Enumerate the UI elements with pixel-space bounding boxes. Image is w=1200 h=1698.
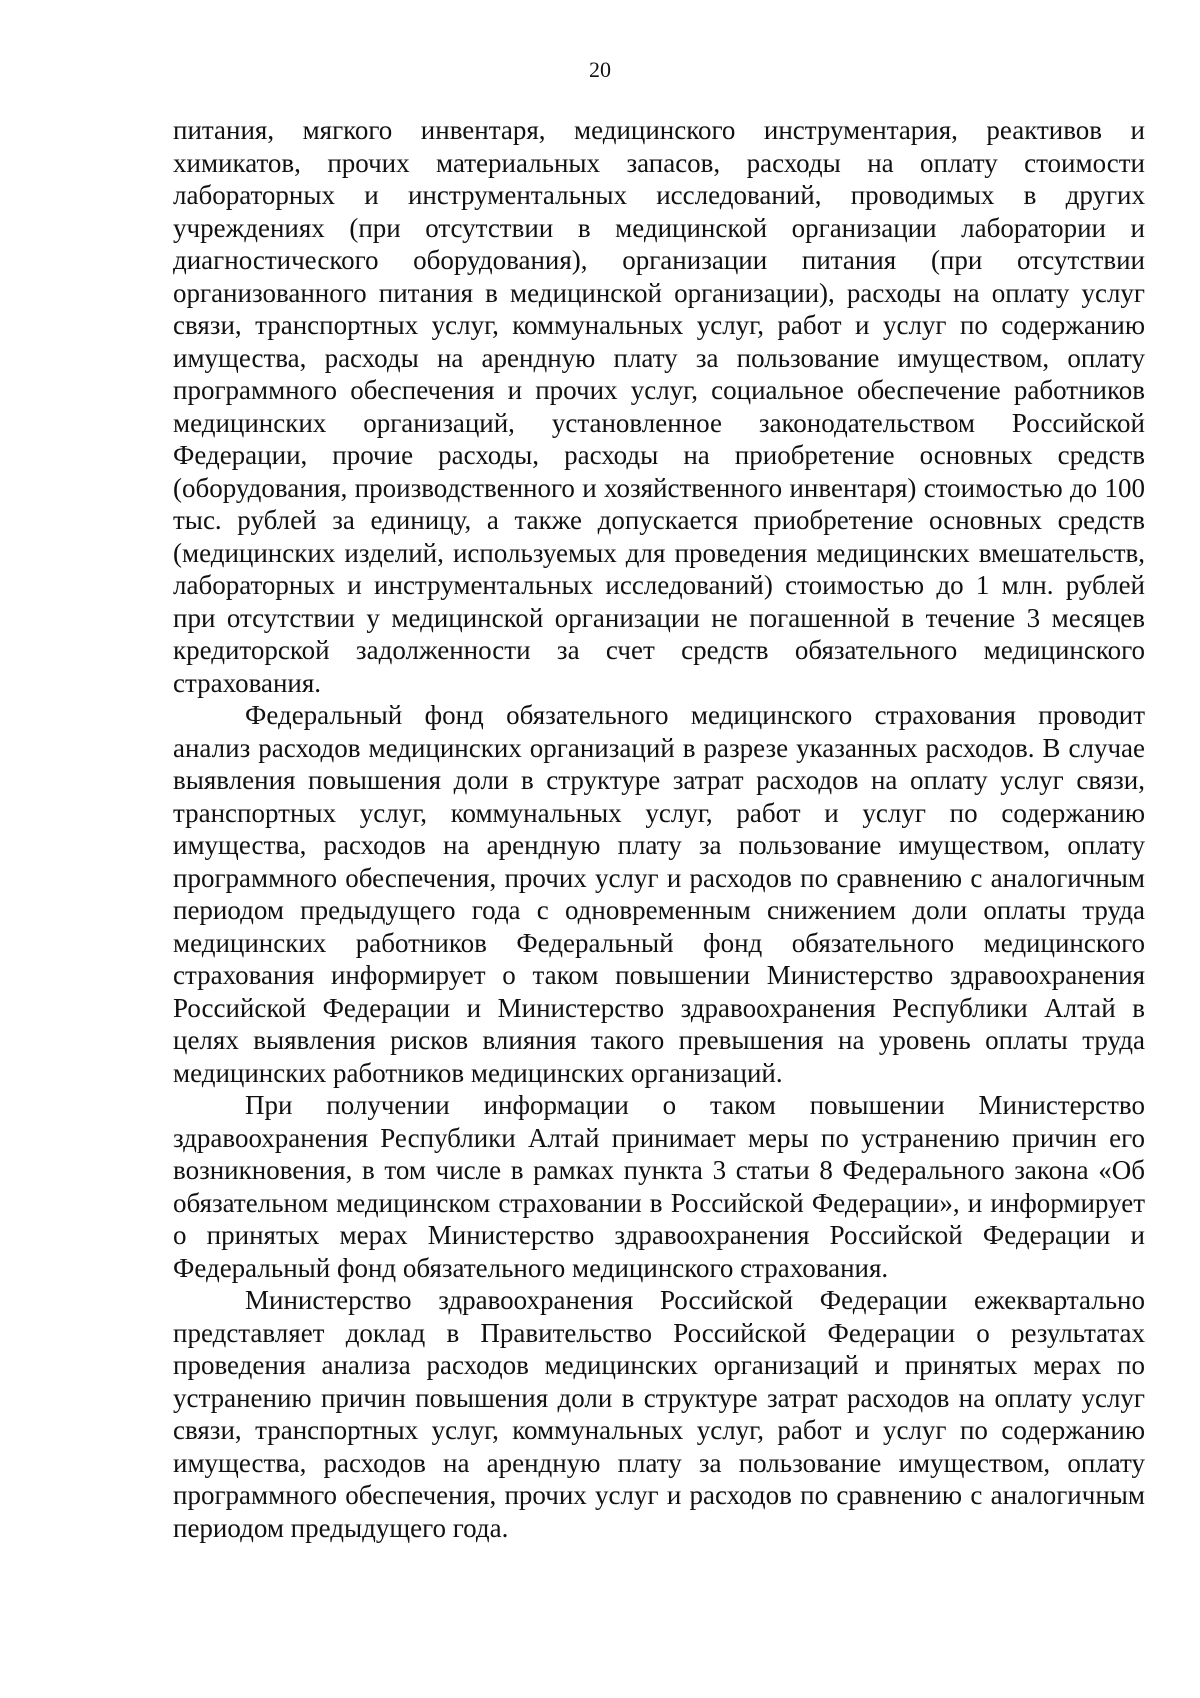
paragraph-1: питания, мягкого инвентаря, медицинского инструментария, реактивов и химикатов, прочих материальных запасов, расходы на оплату стоимости лабораторных и инструментальных исследований, проводимых в других учреждениях (при отсутствии в медицинской организации лаборатории и диагностического оборудования), организации питания (при отсутствии организованного питания в медицинской организации), расходы на оплату услуг связи, транспортных услуг, коммунальных услуг, работ и услуг по содержанию имущества, расходы на арендную плату за пользование имуществом, оплату программного обеспечения и прочих услуг, социальное обеспечение работников медицинских организаций, установленное законодательством Российской Федерации, прочие расходы, расходы на приобретение основных средств (оборудования, производственного и хозяйственного инвентаря) стоимостью до 100 тыс. рублей за единицу, а также допускается приобретение основных средств (медицинских изделий, используемых для проведения медицинских вмешательств, лабораторных и инструментальных исследований) стоимостью до 1 млн. рублей при отсутствии у медицинской организации не погашенной в течение 3 месяцев кредиторской задолженности за счет средств обязательного медицинского страхования. (173, 115, 1145, 698)
page-number: 20 (589, 57, 611, 82)
paragraph-4: Министерство здравоохранения Российской Федерации ежеквартально представляет доклад в Правительство Российской Федерации о результатах проведения анализа расходов медицинских организаций и принятых мерах по устранению причин повышения доли в структуре затрат расходов на оплату услуг связи, транспортных услуг, коммунальных услуг, работ и услуг по содержанию имущества, расходов на арендную плату за пользование имуществом, оплату программного обеспечения, прочих услуг и расходов по сравнению с аналогичным периодом предыдущего года. (173, 1285, 1145, 1543)
paragraph-3: При получении информации о таком повышении Министерство здравоохранения Республики Алтай принимает меры по устранению причин его возникновения, в том числе в рамках пункта 3 статьи 8 Федерального закона «Об обязательном медицинском страховании в Российской Федерации», и информирует о принятых мерах Министерство здравоохранения Российской Федерации и Федеральный фонд обязательного медицинского страхования. (173, 1090, 1145, 1283)
paragraph-2: Федеральный фонд обязательного медицинского страхования проводит анализ расходов медицинских организаций в разрезе указанных расходов. В случае выявления повышения доли в структуре затрат расходов на оплату услуг связи, транспортных услуг, коммунальных услуг, работ и услуг по содержанию имущества, расходов на арендную плату за пользование имуществом, оплату программного обеспечения, прочих услуг и расходов по сравнению с аналогичным периодом предыдущего года с одновременным снижением доли оплаты труда медицинских работников Федеральный фонд обязательного медицинского страхования информирует о таком повышении Министерство здравоохранения Российской Федерации и Министерство здравоохранения Республики Алтай в целях выявления рисков влияния такого превышения на уровень оплаты труда медицинских работников медицинских организаций. (173, 700, 1145, 1088)
document-body (173, 114, 1145, 1544)
